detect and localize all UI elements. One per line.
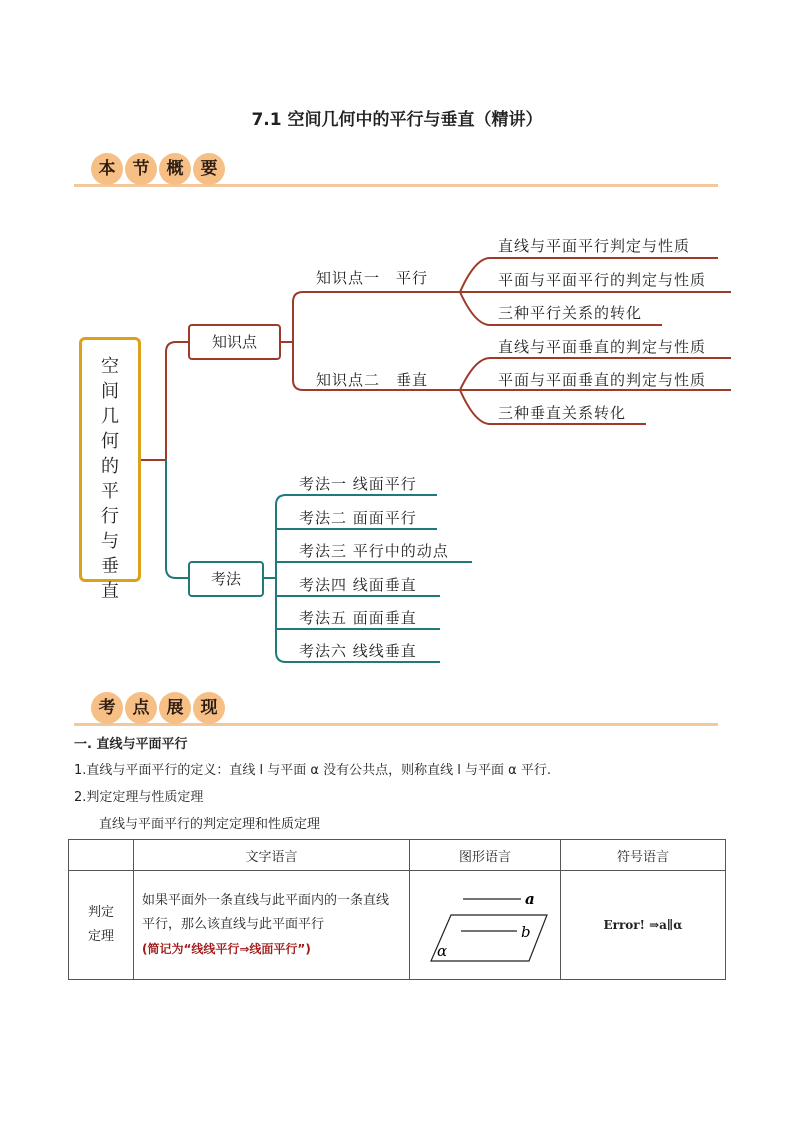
table-header-cell: 符号语言 xyxy=(561,840,726,871)
section-banner-exam-points xyxy=(74,692,718,728)
mindmap-leaf: 直线与平面平行判定与性质 xyxy=(498,237,691,255)
mindmap-leaf: 平面与平面垂直的判定与性质 xyxy=(498,371,707,389)
table-caption: 直线与平面平行的判定定理和性质定理 xyxy=(99,817,321,832)
mindmap-sub-perpendicular: 知识点二 垂直 xyxy=(316,371,429,389)
mindmap-method-leaf: 考法四 线面垂直 xyxy=(299,576,417,594)
row-label: 判定定理 xyxy=(69,871,134,980)
page-title: 7.1 空间几何中的平行与垂直（精讲） xyxy=(251,110,543,130)
definition-paragraph: 1.直线与平面平行的定义：直线 l 与平面 α 没有公共点，则称直线 l 与平面 α 平行. xyxy=(74,763,551,778)
root-char: 直 xyxy=(101,581,119,602)
line-a-label: a xyxy=(525,890,535,908)
mindmap-leaf: 三种平行关系的转化 xyxy=(498,304,643,322)
mindmap-sub-parallel: 知识点一 平行 xyxy=(316,269,429,287)
mindmap-root xyxy=(79,337,141,602)
mindmap-leaf: 平面与平面平行的判定与性质 xyxy=(498,271,707,289)
banner-char: 要 xyxy=(193,153,225,185)
table-header-cell: 文字语言 xyxy=(134,840,410,871)
theorem-note: (简记为“线线平行⇒线面平行”) xyxy=(142,942,311,956)
mindmap-node-knowledge: 知识点 xyxy=(188,324,281,360)
theorem-text: 如果平面外一条直线与此平面内的一条直线平行，那么该直线与此平面平行 xyxy=(142,893,390,932)
line-b-label: b xyxy=(521,923,531,941)
root-char: 行 xyxy=(101,506,119,527)
plane-lines-figure xyxy=(415,883,555,963)
table-header-row xyxy=(69,840,726,871)
root-char: 几 xyxy=(101,406,119,427)
theorem-table xyxy=(68,839,726,980)
table-row xyxy=(69,871,726,980)
table-header-cell xyxy=(69,840,134,871)
mindmap-method-leaf: 考法六 线线垂直 xyxy=(299,642,417,660)
section-heading: 一. 直线与平面平行 xyxy=(74,737,188,752)
table-header-cell: 图形语言 xyxy=(410,840,561,871)
mindmap-method-leaf: 考法三 平行中的动点 xyxy=(299,542,449,560)
symbol-cell: Error! ⇒a∥α xyxy=(561,871,726,980)
theorem-heading: 2.判定定理与性质定理 xyxy=(74,790,204,805)
mindmap-root-label xyxy=(82,354,138,604)
root-char: 垂 xyxy=(101,556,119,577)
text-language-cell xyxy=(134,871,410,980)
banner-char: 本 xyxy=(91,153,123,185)
plane-alpha-label: α xyxy=(437,942,448,960)
mindmap-leaf: 直线与平面垂直的判定与性质 xyxy=(498,338,707,356)
banner-char: 考 xyxy=(91,692,123,724)
mindmap-leaf: 三种垂直关系转化 xyxy=(498,404,627,422)
mindmap-node-methods: 考法 xyxy=(188,561,264,597)
banner-char: 节 xyxy=(125,153,157,185)
mindmap-method-leaf: 考法二 面面平行 xyxy=(299,509,417,527)
root-char: 与 xyxy=(101,531,119,552)
banner-char: 概 xyxy=(159,153,191,185)
banner-char: 现 xyxy=(193,692,225,724)
root-char: 间 xyxy=(101,381,119,402)
mindmap-method-leaf: 考法五 面面垂直 xyxy=(299,609,417,627)
banner-char: 点 xyxy=(125,692,157,724)
banner-char: 展 xyxy=(159,692,191,724)
root-char: 平 xyxy=(101,481,119,502)
root-char: 何 xyxy=(101,431,119,452)
mindmap-method-leaf: 考法一 线面平行 xyxy=(299,475,417,493)
root-char: 空 xyxy=(101,356,119,377)
figure-cell xyxy=(410,871,561,980)
root-char: 的 xyxy=(101,456,119,477)
